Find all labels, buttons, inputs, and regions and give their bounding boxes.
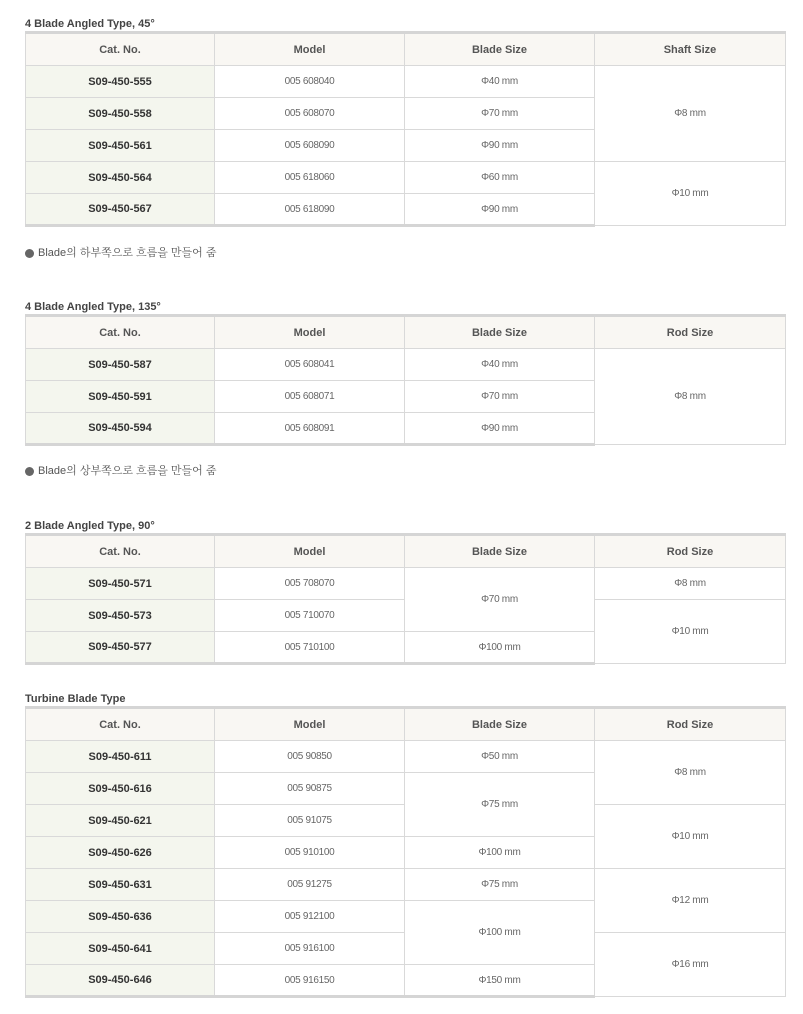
rod-size-cell: Φ16 mm <box>595 933 786 997</box>
cat-no-cell: S09-450-626 <box>26 837 215 869</box>
blade-size-cell: Φ90 mm <box>405 413 595 445</box>
model-cell: 005 618090 <box>215 194 405 226</box>
header-model: Model <box>215 316 405 349</box>
cat-no-cell: S09-450-636 <box>26 901 215 933</box>
shaft-size-cell: Φ10 mm <box>595 162 786 226</box>
section-title: 4 Blade Angled Type, 45° <box>25 18 155 30</box>
spec-table-90 <box>25 533 786 665</box>
table-row <box>26 741 786 773</box>
cat-no-cell: S09-450-555 <box>26 66 215 98</box>
header-cat-no: Cat. No. <box>26 708 215 741</box>
header-shaft-size: Shaft Size <box>595 33 786 66</box>
header-blade-size: Blade Size <box>405 708 595 741</box>
blade-size-cell: Φ75 mm <box>405 869 595 901</box>
section-title: 2 Blade Angled Type, 90° <box>25 520 155 532</box>
blade-size-cell: Φ70 mm <box>405 381 595 413</box>
bullet-icon <box>25 249 34 258</box>
model-cell: 005 608071 <box>215 381 405 413</box>
cat-no-cell: S09-450-571 <box>26 568 215 600</box>
model-cell: 005 90850 <box>215 741 405 773</box>
model-cell: 005 710070 <box>215 600 405 632</box>
cat-no-cell: S09-450-573 <box>26 600 215 632</box>
blade-size-cell: Φ70 mm <box>405 98 595 130</box>
header-cat-no: Cat. No. <box>26 316 215 349</box>
model-cell: 005 91275 <box>215 869 405 901</box>
section-title: 4 Blade Angled Type, 135° <box>25 301 161 313</box>
spec-table-135 <box>25 314 786 446</box>
cat-no-cell: S09-450-577 <box>26 632 215 664</box>
rod-size-cell: Φ12 mm <box>595 869 786 933</box>
bullet-icon <box>25 467 34 476</box>
model-cell: 005 608041 <box>215 349 405 381</box>
cat-no-cell: S09-450-594 <box>26 413 215 445</box>
header-blade-size: Blade Size <box>405 316 595 349</box>
model-cell: 005 912100 <box>215 901 405 933</box>
cat-no-cell: S09-450-641 <box>26 933 215 965</box>
header-rod-size: Rod Size <box>595 316 786 349</box>
header-cat-no: Cat. No. <box>26 535 215 568</box>
model-cell: 005 608040 <box>215 66 405 98</box>
model-cell: 005 910100 <box>215 837 405 869</box>
shaft-size-cell: Φ8 mm <box>595 66 786 162</box>
table-row <box>26 349 786 381</box>
note <box>25 464 217 478</box>
cat-no-cell: S09-450-567 <box>26 194 215 226</box>
header-model: Model <box>215 708 405 741</box>
model-cell: 005 710100 <box>215 632 405 664</box>
table-row <box>26 568 786 600</box>
blade-size-cell: Φ50 mm <box>405 741 595 773</box>
blade-size-cell: Φ40 mm <box>405 66 595 98</box>
rod-size-cell: Φ10 mm <box>595 600 786 664</box>
blade-size-cell: Φ100 mm <box>405 632 595 664</box>
spec-table-turbine <box>25 706 786 998</box>
blade-size-cell: Φ70 mm <box>405 568 595 632</box>
model-cell: 005 91075 <box>215 805 405 837</box>
model-cell: 005 916150 <box>215 965 405 997</box>
blade-size-cell: Φ90 mm <box>405 130 595 162</box>
spec-table-45 <box>25 31 786 227</box>
blade-size-cell: Φ150 mm <box>405 965 595 997</box>
model-cell: 005 90875 <box>215 773 405 805</box>
note-text: Blade의 하부쪽으로 흐름을 만들어 줌 <box>38 247 217 259</box>
cat-no-cell: S09-450-621 <box>26 805 215 837</box>
model-cell: 005 618060 <box>215 162 405 194</box>
rod-size-cell: Φ8 mm <box>595 349 786 445</box>
blade-size-cell: Φ40 mm <box>405 349 595 381</box>
header-model: Model <box>215 33 405 66</box>
blade-size-cell: Φ100 mm <box>405 837 595 869</box>
note <box>25 246 217 260</box>
rod-size-cell: Φ8 mm <box>595 568 786 600</box>
table-row <box>26 869 786 901</box>
cat-no-cell: S09-450-646 <box>26 965 215 997</box>
header-blade-size: Blade Size <box>405 33 595 66</box>
header-rod-size: Rod Size <box>595 535 786 568</box>
rod-size-cell: Φ10 mm <box>595 805 786 869</box>
table-row <box>26 66 786 98</box>
section-title: Turbine Blade Type <box>25 693 126 705</box>
header-model: Model <box>215 535 405 568</box>
blade-size-cell: Φ75 mm <box>405 773 595 837</box>
model-cell: 005 916100 <box>215 933 405 965</box>
cat-no-cell: S09-450-558 <box>26 98 215 130</box>
table-row <box>26 162 786 194</box>
cat-no-cell: S09-450-611 <box>26 741 215 773</box>
note-text: Blade의 상부쪽으로 흐름을 만들어 줌 <box>38 465 217 477</box>
blade-size-cell: Φ60 mm <box>405 162 595 194</box>
blade-size-cell: Φ100 mm <box>405 901 595 965</box>
rod-size-cell: Φ8 mm <box>595 741 786 805</box>
cat-no-cell: S09-450-591 <box>26 381 215 413</box>
header-rod-size: Rod Size <box>595 708 786 741</box>
blade-size-cell: Φ90 mm <box>405 194 595 226</box>
cat-no-cell: S09-450-564 <box>26 162 215 194</box>
model-cell: 005 608091 <box>215 413 405 445</box>
model-cell: 005 608090 <box>215 130 405 162</box>
cat-no-cell: S09-450-631 <box>26 869 215 901</box>
model-cell: 005 708070 <box>215 568 405 600</box>
cat-no-cell: S09-450-587 <box>26 349 215 381</box>
header-cat-no: Cat. No. <box>26 33 215 66</box>
header-blade-size: Blade Size <box>405 535 595 568</box>
model-cell: 005 608070 <box>215 98 405 130</box>
cat-no-cell: S09-450-616 <box>26 773 215 805</box>
cat-no-cell: S09-450-561 <box>26 130 215 162</box>
